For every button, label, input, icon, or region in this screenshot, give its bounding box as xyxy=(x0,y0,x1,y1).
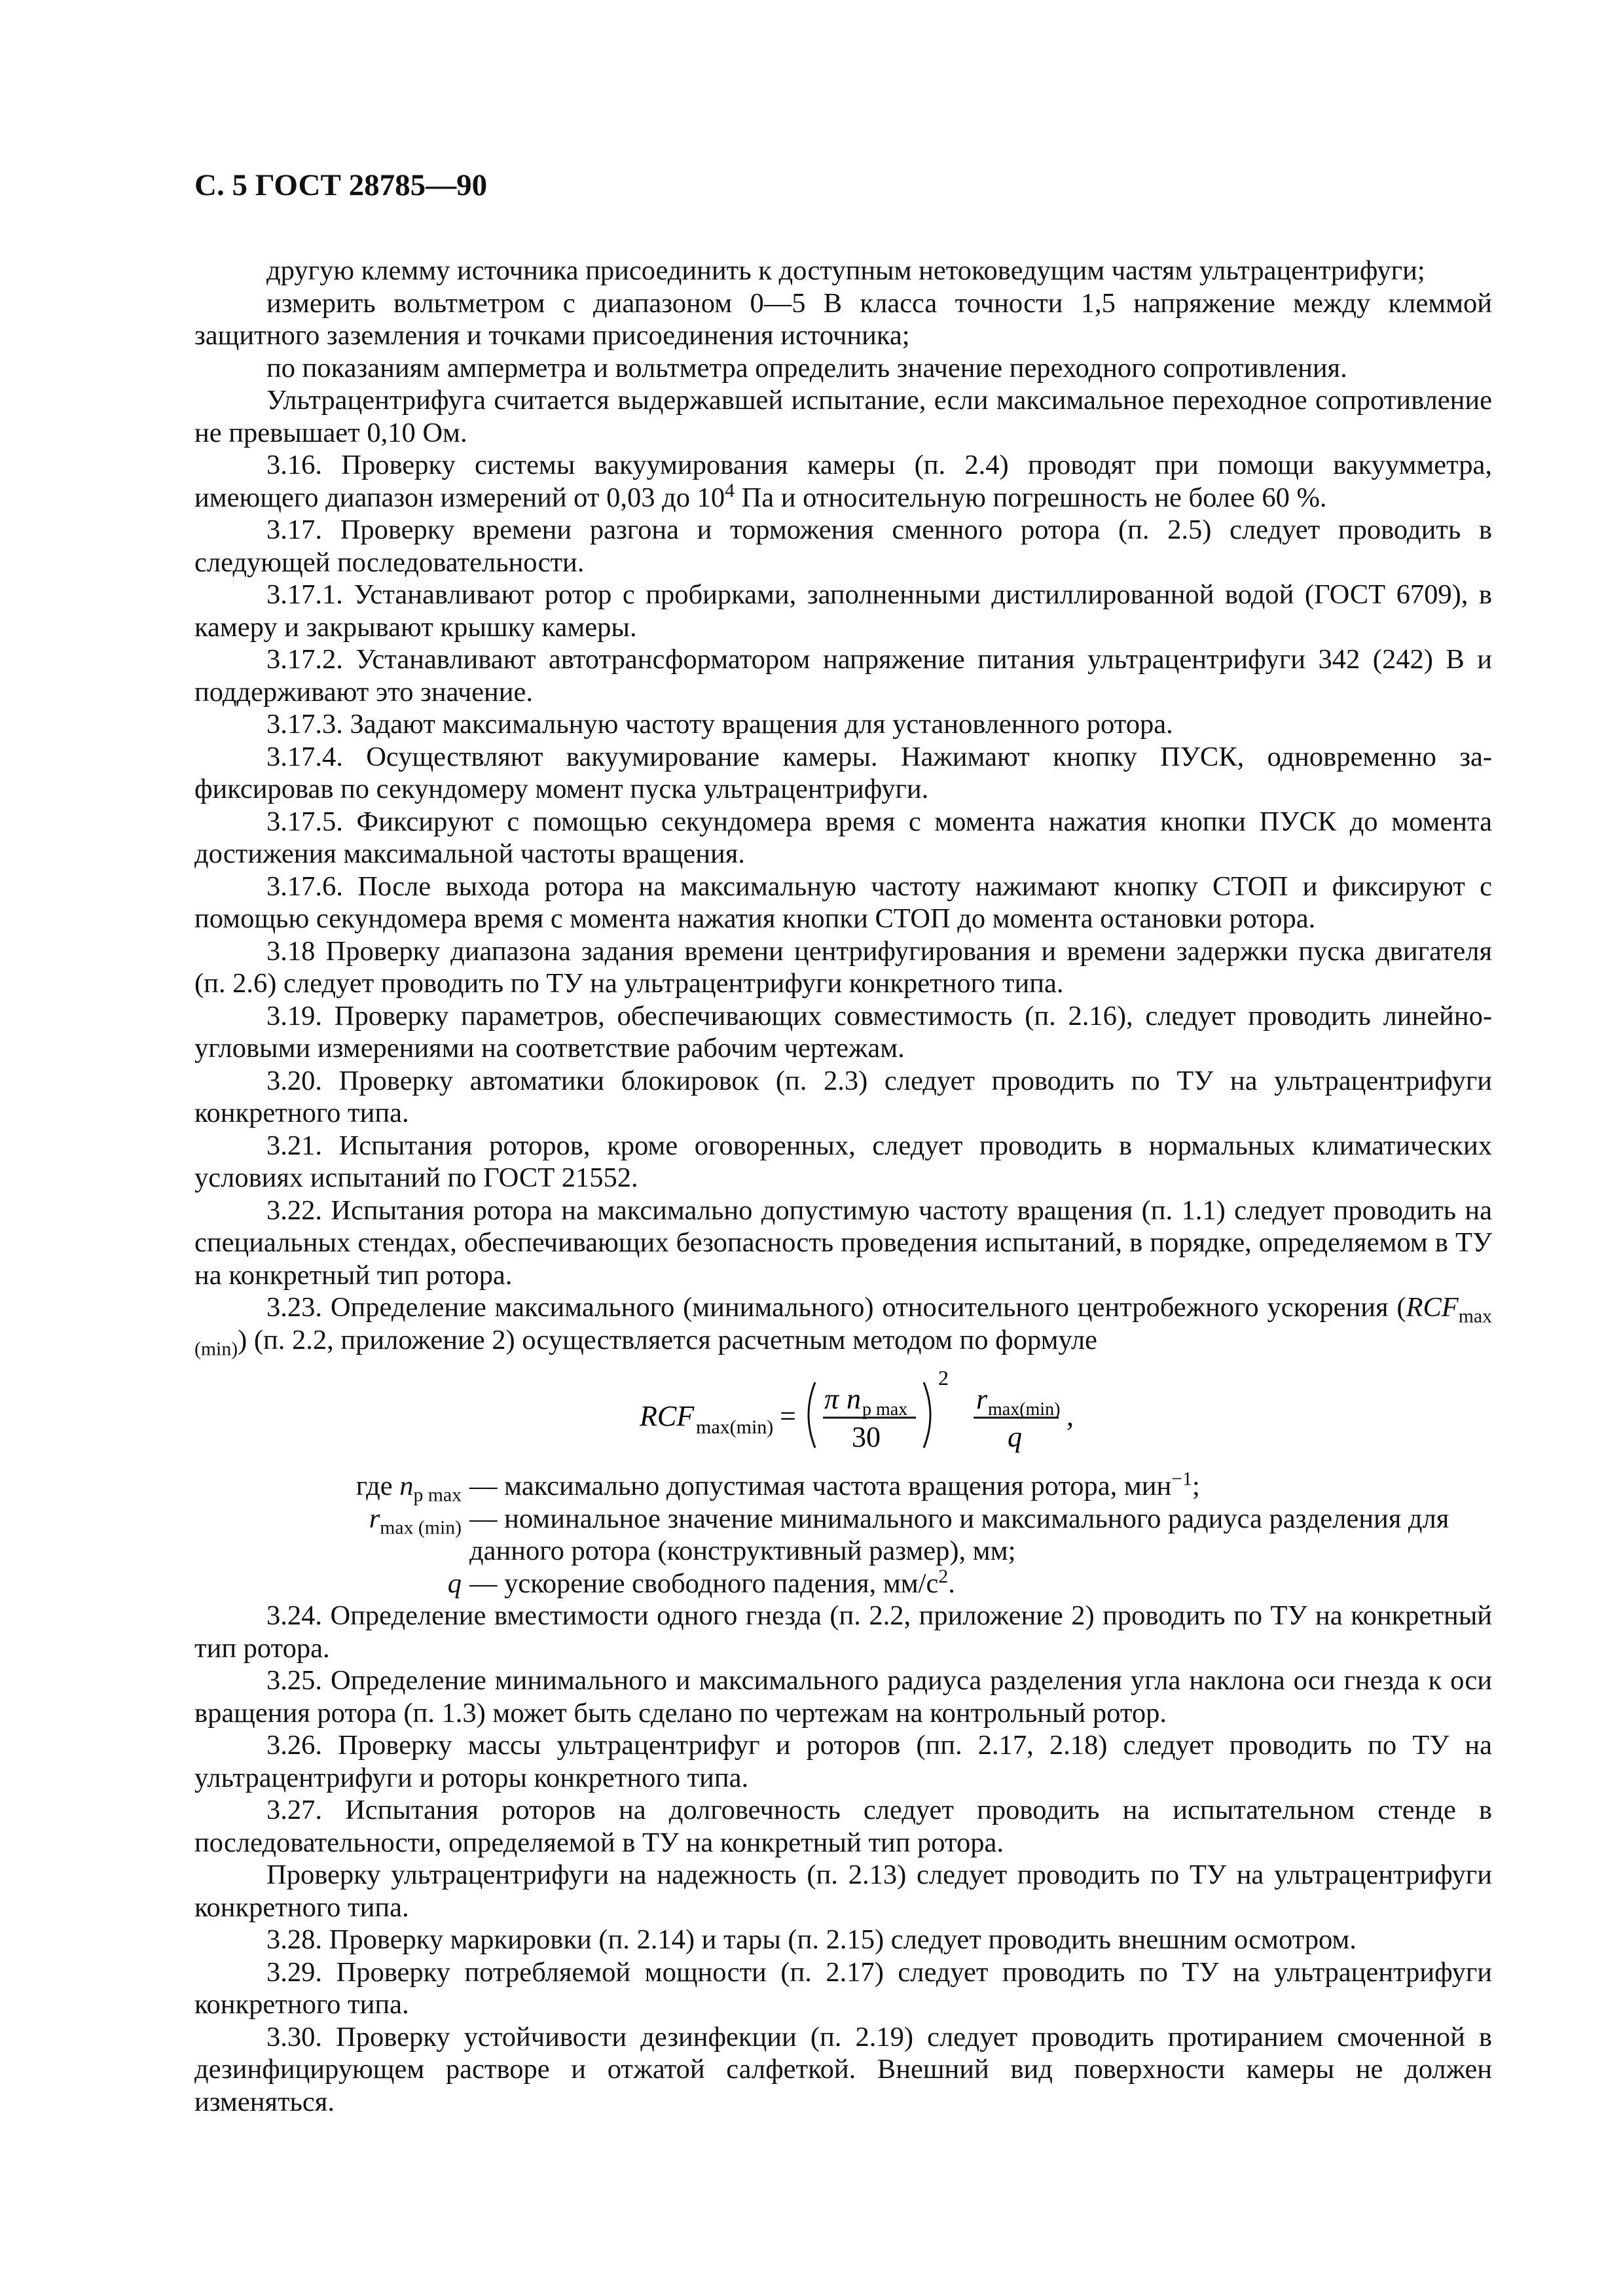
paragraph: 3.20. Проверку автоматики блокировок (п. 2.3) следует проводить по ТУ на ультрацентрифуги конкретного типа. xyxy=(194,1065,1492,1128)
paragraph: 3.25. Определение минимального и максимального радиуса разделения угла наклона оси гнезда к оси вращения ротора (п. 1.3) может быть сделано по чертежам на контрольный ротор. xyxy=(194,1665,1492,1729)
definition-text: — ускорение свободного падения, мм/с xyxy=(469,1568,939,1599)
definitions xyxy=(194,1467,1492,1600)
definition-prefix: где xyxy=(356,1471,400,1501)
paragraph: 3.29. Проверку потребляемой мощности (п. 2.17) следует проводить по ТУ на ультрацентрифуги конкретного типа. xyxy=(194,1956,1492,2020)
section-b xyxy=(194,514,1492,1291)
paragraph: другую клемму источника присоединить к доступным нетоковедущим частям ультрацентрифуги; xyxy=(266,255,1425,286)
paragraph: 3.27. Испытания роторов на долговечность следует проводить на испытательном стенде в последовательности, определяемой в ТУ на конкретный тип ротора. xyxy=(194,1795,1492,1858)
paragraph-text: Па и относительную погрешность не более 60 %. xyxy=(734,482,1327,513)
formula-trail: , xyxy=(1067,1400,1074,1432)
paragraph: Проверку ультрацентрифуги на надежность (п. 2.13) следует проводить по ТУ на ультрацентрифуги конкретного типа. xyxy=(194,1859,1492,1923)
paragraph: 3.17. Проверку времени разгона и торможения сменного ротора (п. 2.5) следует проводить в следующей последовательности. xyxy=(194,514,1492,578)
paragraph-text: 3.16. Проверку системы вакуумирования камеры (п. 2.4) проводят при помощи вакуумметра, имеющего диапазон измерений от 0,03 до 10 xyxy=(194,450,1492,513)
paragraph: 3.17.6. После выхода ротора на максимальную частоту нажимают кнопку СТОП и фиксируют с помощью секундомера время с момента нажатия кнопки СТОП до момента остановки ротора. xyxy=(194,870,1492,934)
section-a xyxy=(194,255,1492,449)
definition-text: — номинальное значение минимального и максимального радиуса разделения для данного ротора (конструктивный размер), мм; xyxy=(469,1503,1450,1566)
paragraph: 3.24. Определение вместимости одного гнезда (п. 2.2, приложение 2) проводить по ТУ на конкретный тип ротора. xyxy=(194,1600,1492,1664)
paragraph: 3.30. Проверку устойчивости дезинфекции (п. 2.19) следует проводить протиранием смоченной в дезинфицирующем растворе и отжатой салфеткой. Внешний вид поверхности камеры не должен изменяться. xyxy=(194,2021,1492,2117)
paragraph: 3.21. Испытания роторов, кроме оговоренных, следует проводить в нормальных климатических условиях испытаний по ГОСТ 21552. xyxy=(194,1130,1492,1193)
formula-n: n xyxy=(847,1383,861,1415)
section-c xyxy=(194,1600,1492,2118)
rcf-symbol: RCF xyxy=(1406,1292,1459,1323)
formula-n-subscript: p max xyxy=(862,1399,908,1420)
paragraph: 3.19. Проверку параметров, обеспечивающих совместимость (п. 2.16), следует проводить линейно-угловыми измерениями на соответствие рабочим чертежам. xyxy=(194,1000,1492,1064)
formula-denominator: 30 xyxy=(852,1421,881,1453)
paragraph-text: 3.23. Определение максимального (минимального) относительного центробежного ускорения ( xyxy=(266,1292,1406,1323)
paragraph: 3.22. Испытания ротора на максимально допустимую частоту вращения (п. 1.1) следует проводить на специальных стендах, обеспечивающих безопасность проведения испытаний, в порядке, определяемом в ТУ на конкретный тип ротора. xyxy=(194,1194,1492,1291)
page-header: С. 5 ГОСТ 28785—90 xyxy=(194,168,488,202)
formula-block xyxy=(194,1365,1492,1463)
paragraph-3-16 xyxy=(194,449,1492,514)
left-paren xyxy=(809,1382,815,1448)
paragraph-text: ) (п. 2.2, приложение 2) осуществляется расчетным методом по формуле xyxy=(238,1324,1097,1355)
definition-end: ; xyxy=(1192,1471,1200,1501)
definition-symbol: r xyxy=(369,1503,380,1534)
definition-sup: −1 xyxy=(1171,1467,1192,1490)
paragraph: 3.17.4. Осуществляют вакуумирование камеры. Нажимают кнопку ПУСК, одновременно зафиксировав по секундомеру момент пуска ультрацентрифуги. xyxy=(194,741,1492,804)
definition-row xyxy=(194,1467,1492,1506)
paragraph: по показаниям амперметра и вольтметра определить значение переходного сопротивления. xyxy=(266,352,1347,384)
definition-row xyxy=(194,1503,1492,1568)
definition-subscript: max (min) xyxy=(380,1516,462,1538)
definition-row xyxy=(194,1565,1492,1600)
exponent: 4 xyxy=(725,479,735,501)
paragraph: 3.17.5. Фиксируют с помощью секундомера время с момента нажатия кнопки ПУСК до момента достижения максимальной частоты вращения. xyxy=(194,806,1492,869)
paragraph: 3.28. Проверку маркировки (п. 2.14) и тары (п. 2.15) следует проводить внешним осмотром. xyxy=(266,1924,1357,1955)
paragraph: 3.17.2. Устанавливают автотрансформатором напряжение питания ультрацентрифуги 342 (242) В и поддерживают это значение. xyxy=(194,644,1492,708)
definition-sup: 2 xyxy=(938,1565,949,1587)
definition-end: . xyxy=(948,1568,955,1599)
formula-lhs-subscript: max(min) xyxy=(696,1416,774,1438)
formula-r: r xyxy=(976,1383,988,1415)
formula-lhs-symbol: RCF xyxy=(640,1400,695,1432)
rcf-formula xyxy=(640,1365,1137,1463)
paragraph: 3.18 Проверку диапазона задания времени центрифугирования и времени задержки пуска двигателя (п. 2.6) следует проводить по ТУ на ультрацентрифуги конкретного типа. xyxy=(194,935,1492,999)
formula-equals: = xyxy=(780,1400,796,1432)
paragraph: Ультрацентрифуга считается выдержавшей испытание, если максимальное переходное сопротивление не превышает 0,10 Ом. xyxy=(194,385,1492,448)
definition-symbol: q xyxy=(447,1568,462,1599)
paragraph: 3.17.3. Задают максимальную частоту вращения для установленного ротора. xyxy=(266,709,1173,740)
definition-subscript: p max xyxy=(413,1484,462,1506)
definition-symbol: n xyxy=(399,1471,414,1501)
definition-text: — максимально допустимая частота вращения ротора, мин xyxy=(469,1471,1172,1501)
formula-pi: π xyxy=(824,1383,839,1415)
formula-power: 2 xyxy=(938,1366,949,1390)
paragraph: 3.17.1. Устанавливают ротор с пробирками, заполненными дистиллированной водой (ГОСТ 6709), в камеру и закрывают крышку камеры. xyxy=(194,579,1492,643)
formula-q: q xyxy=(1008,1421,1022,1453)
paragraph: измерить вольтметром с диапазоном 0—5 В класса точности 1,5 напряжение между клеммой защитного заземления и точками присоединения источника; xyxy=(194,287,1492,351)
paragraph-3-23 xyxy=(194,1291,1492,1359)
paragraph: 3.26. Проверку массы ультрацентрифуг и роторов (пп. 2.17, 2.18) следует проводить по ТУ на ультрацентрифуги и роторы конкретного типа. xyxy=(194,1730,1492,1793)
right-paren xyxy=(924,1382,930,1448)
formula-r-subscript: max(min) xyxy=(988,1399,1061,1420)
rcf-subscript: max (min) xyxy=(194,1305,1492,1359)
